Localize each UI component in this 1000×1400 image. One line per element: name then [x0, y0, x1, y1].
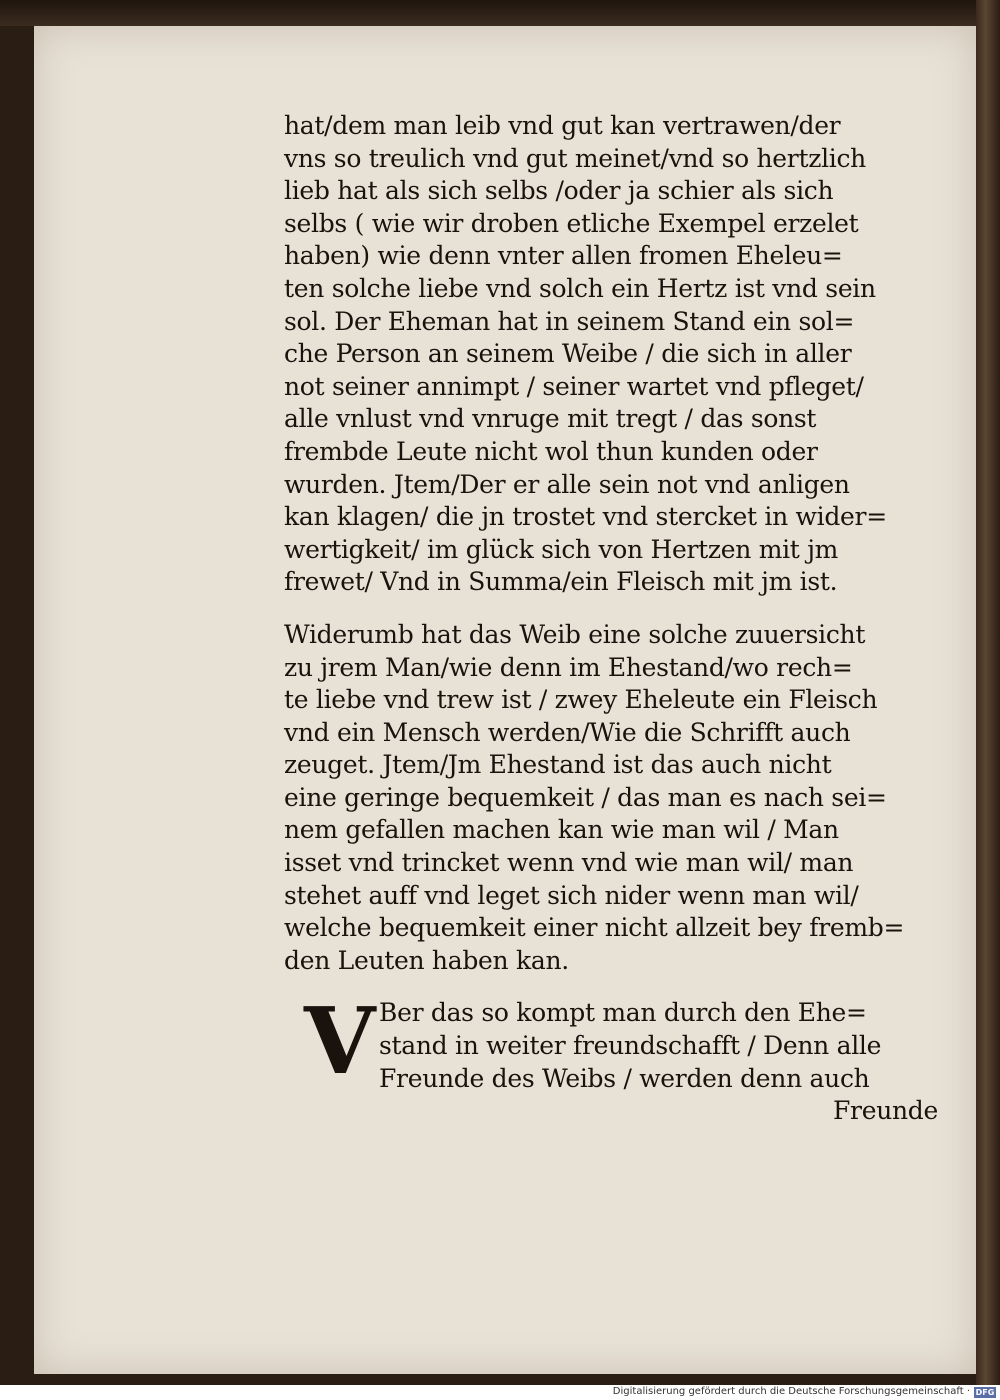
dfg-logo: DFG: [975, 1388, 995, 1397]
text-line: Ber das so kompt man durch den Ehe=: [379, 998, 867, 1028]
paragraph-3: [284, 987, 944, 1127]
text-line: nem gefallen machen kan wie man wil / Man: [284, 815, 839, 845]
text-line: frewet/ Vnd in Summa/ein Fleisch mit jm ist.: [284, 567, 838, 597]
text-line: den Leuten haben kan.: [284, 945, 569, 975]
text-line: vnd ein Mensch werden/Wie die Schrifft auch: [284, 717, 851, 747]
text-line: Freunde des Weibs / werden denn auch: [379, 1063, 870, 1093]
text-line: wertigkeit/ im glück sich von Hertzen mit jm: [284, 534, 839, 564]
text-line: vns so treulich vnd gut meinet/vnd so hertzlich: [284, 143, 866, 173]
text-line: hat/dem man leib vnd gut kan vertrawen/der: [284, 111, 841, 140]
text-line: isset vnd trincket wenn vnd wie man wil/ man: [284, 848, 854, 878]
paragraph-1: [284, 110, 944, 599]
book-edge-right: [976, 0, 1000, 1385]
text-line: not seiner annimpt / seiner wartet vnd pfleget/: [284, 371, 864, 401]
book-edge-top: [0, 0, 1000, 26]
text-line: Widerumb hat das Weib eine solche zuuersicht: [284, 619, 866, 649]
text-line: zu jrem Man/wie denn im Ehestand/wo rech=: [284, 652, 853, 682]
text-line: zeuget. Jtem/Jm Ehestand ist das auch nicht: [284, 750, 832, 780]
text-line: te liebe vnd trew ist / zwey Eheleute ein Fleisch: [284, 685, 878, 715]
text-line: selbs ( wie wir droben etliche Exempel erzelet: [284, 208, 859, 238]
text-line: haben) wie denn vnter allen fromen Eheleu=: [284, 241, 843, 271]
text-line: stehet auff vnd leget sich nider wenn man wil/: [284, 880, 859, 910]
text-line: alle vnlust vnd vnruge mit tregt / das sonst: [284, 404, 817, 434]
drop-cap-initial: V: [304, 987, 376, 1096]
text-line: sol. Der Eheman hat in seinem Stand ein sol=: [284, 306, 855, 336]
text-line: stand in weiter freundschafft / Denn alle: [379, 1031, 882, 1061]
text-line: welche bequemkeit einer nicht allzeit bey fremb=: [284, 913, 905, 943]
text-line: lieb hat als sich selbs /oder ja schier als sich: [284, 176, 834, 206]
text-line: che Person an seinem Weibe / die sich in aller: [284, 339, 852, 369]
catchword: Freunde: [833, 1096, 938, 1126]
text-line: frembde Leute nicht wol thun kunden oder: [284, 436, 818, 466]
text-line: kan klagen/ die jn trostet vnd stercket in wider=: [284, 502, 887, 532]
text-line: ten solche liebe vnd solch ein Hertz ist vnd sein: [284, 273, 876, 303]
page-text: [284, 110, 944, 1128]
text-line: eine geringe bequemkeit / das man es nach sei=: [284, 782, 887, 812]
paragraph-gap: [284, 599, 944, 619]
text-line: wurden. Jtem/Der er alle sein not vnd anligen: [284, 469, 850, 499]
footer-credit: Digitalisierung gefördert durch die Deutsche Forschungsgemeinschaft ·: [612, 1386, 970, 1397]
paragraph-2: [284, 619, 944, 978]
paragraph-gap: [284, 977, 944, 997]
footer-bar: [0, 1385, 1000, 1400]
